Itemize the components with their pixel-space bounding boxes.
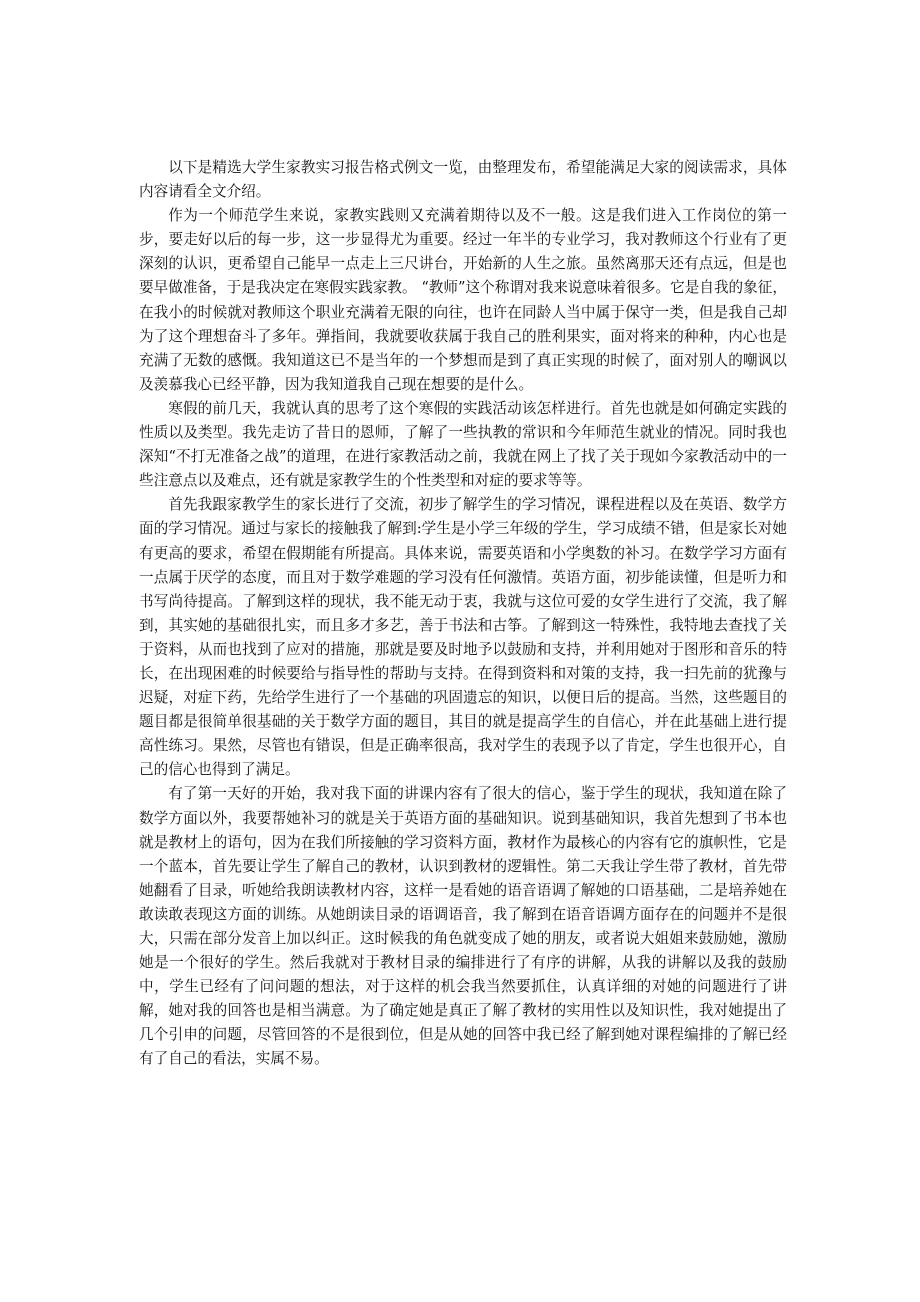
paragraph-preparation: 寒假的前几天，我就认真的思考了这个寒假的实践活动该怎样进行。首先也就是如何确定实践的性质以及类型。我先走访了昔日的恩师，了解了一些执教的常识和今年师范生就业的情况。同时我也深知“不打无准备之战”的道理，在进行家教活动之前，我就在网上了找了关于现如今家教活动中的一些注意点以及难点，还有就是家教学生的个性类型和对症的要求等等。 xyxy=(139,399,787,490)
paragraph-motivation: 作为一个师范学生来说，家教实践则又充满着期待以及不一般。这是我们进入工作岗位的第一步，要走好以后的每一步，这一步显得尤为重要。经过一年半的专业学习，我对教师这个行业有了更深刻的认识，更希望自己能早一点走上三尺讲台，开始新的人生之旅。虽然离那天还有点远，但是也要早做准备，于是我决定在寒假实践家教。 “教师”这个称谓对我来说意味着很多。它是自我的象征，在我小的时候就对教师这个职业充满着无限的向往，也许在同龄人当中属于保守一类，但是我自己却为了这个理想奋斗了多年。弹指间，我就要收获属于我自己的胜利果实，面对将来的种种，内心也是充满了无数的感慨。我知道这已不是当年的一个梦想而是到了真正实现的时候了，面对别人的嘲讽以及羡慕我心已经平静，因为我知道我自己现在想要的是什么。 xyxy=(139,207,787,393)
paragraph-second-day: 有了第一天好的开始，我对我下面的讲课内容有了很大的信心，鉴于学生的现状，我知道在除了数学方面以外，我要帮她补习的就是关于英语方面的基础知识。说到基础知识，我首先想到了书本也就是教材上的语句，因为在我们所接触的学习资料方面，教材作为最核心的内容有它的旗帜性，它是一个蓝本，首先要让学生了解自己的教材，认识到教材的逻辑性。第二天我让学生带了教材，首先带她翻看了目录，听她给我朗读教材内容，这样一是看她的语音语调了解她的口语基础，二是培养她在敢读敢表现这方面的训练。从她朗读目录的语调语音，我了解到在语音语调方面存在的问题并不是很大，只需在部分发音上加以纠正。这时候我的角色就变成了她的朋友，或者说大姐姐来鼓励她，激励她是一个很好的学生。然后我就对于教材目录的编排进行了有序的讲解，从我的讲解以及我的鼓励中，学生已经有了问问题的想法，对于这样的机会我当然要抓住，认真详细的对她的问题进行了讲解，她对我的回答也是相当满意。为了确定她是真正了解了教材的实用性以及知识性，我对她提出了几个引申的问题，尽管回答的不是很到位，但是从她的回答中我已经了解到她对课程编排的了解已经有了自己的看法，实属不易。 xyxy=(139,785,787,1068)
paragraph-first-day: 首先我跟家教学生的家长进行了交流，初步了解学生的学习情况，课程进程以及在英语、数学方面的学习情况。通过与家长的接触我了解到:学生是小学三年级的学生，学习成绩不错，但是家长对她有更高的要求，希望在假期能有所提高。具体来说，需要英语和小学奥数的补习。在数学学习方面有一点属于厌学的态度，而且对于数学难题的学习没有任何激情。英语方面，初步能读懂，但是听力和书写尚待提高。了解到这样的现状，我不能无动于衷，我就与这位可爱的女学生进行了交流，我了解到，其实她的基础很扎实，而且多才多艺，善于书法和古筝。了解到这一特殊性，我特地去查找了关于资料，从而也找到了应对的措施，那就是要及时地予以鼓励和支持，并利用她对于图形和音乐的特长，在出现困难的时候要给与指导性的帮助与支持。在得到资料和对策的支持，我一扫先前的犹豫与迟疑，对症下药，先给学生进行了一个基础的巩固遗忘的知识，以便日后的提高。当然，这些题目的题目都是很简单很基础的关于数学方面的题目，其目的就是提高学生的自信心，并在此基础上进行提高性练习。果然，尽管也有错误，但是正确率很高，我对学生的表现予以了肯定，学生也很开心，自己的信心也得到了满足。 xyxy=(139,496,787,779)
document-body xyxy=(139,156,787,1072)
paragraph-intro: 以下是精选大学生家教实习报告格式例文一览，由整理发布，希望能满足大家的阅读需求，具体内容请看全文介绍。 xyxy=(139,159,787,201)
